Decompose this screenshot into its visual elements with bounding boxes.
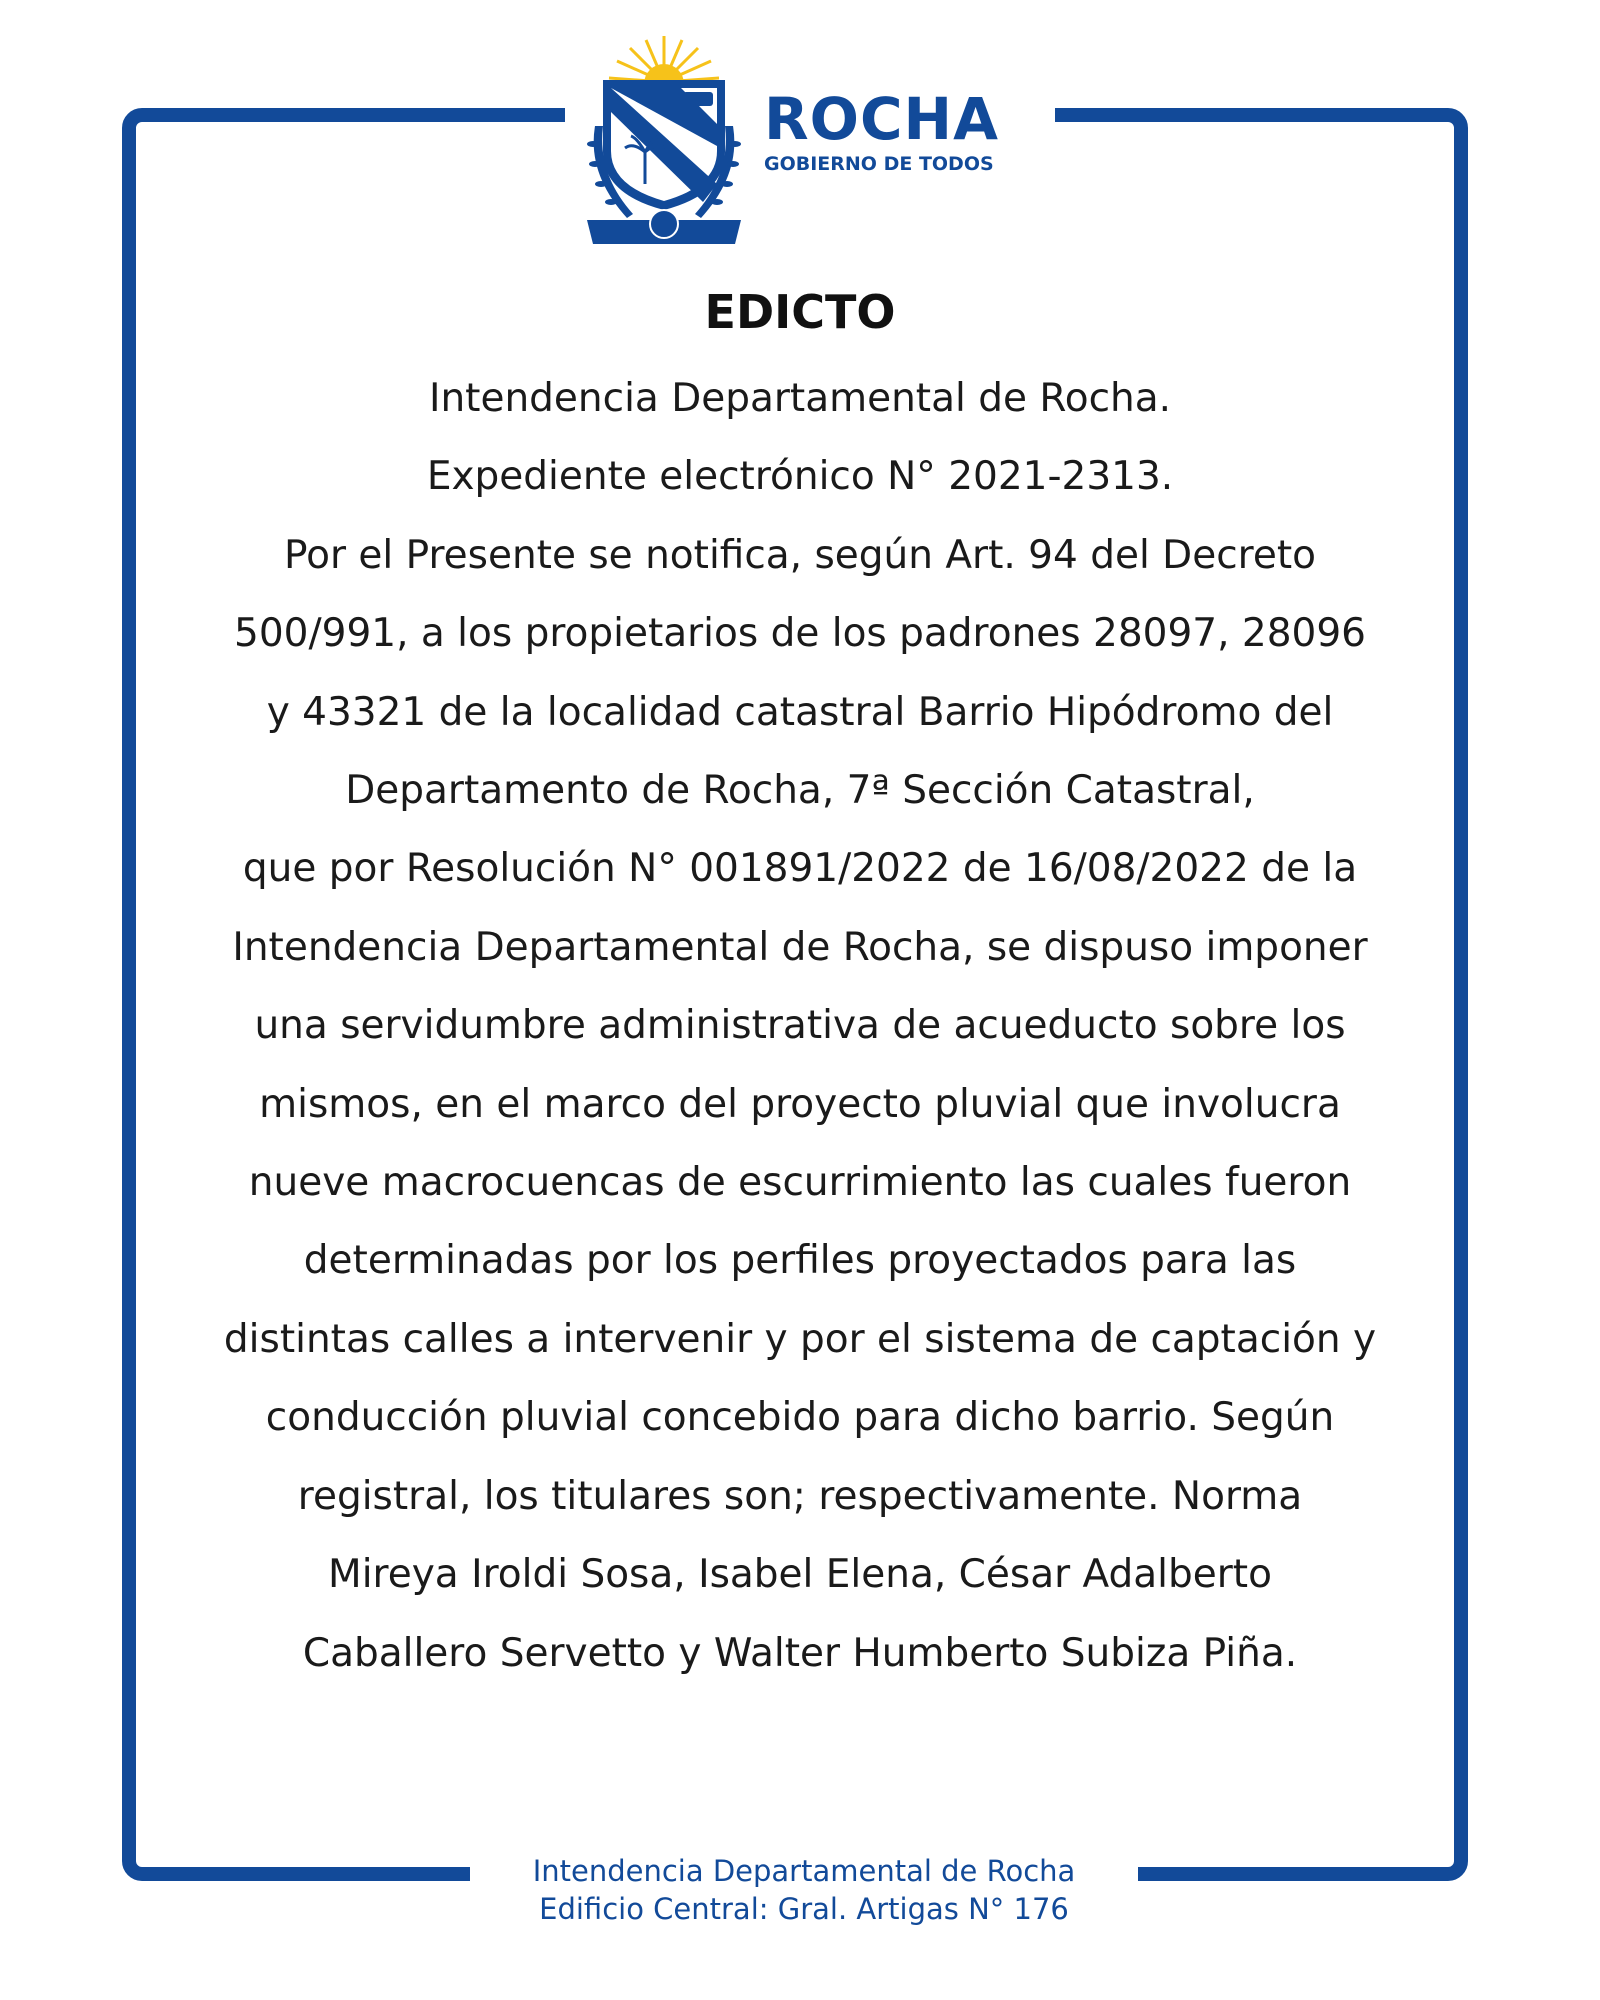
body-line: que por Resolución N° 001891/2022 de 16/08/2022 de la — [242, 846, 1358, 892]
body-line: Expediente electrónico N° 2021-2313. — [426, 454, 1174, 500]
body-line: mismos, en el marco del proyecto pluvial que involucra — [259, 1081, 1341, 1127]
body-line: y 43321 de la localidad catastral Barrio Hipódromo del — [266, 689, 1334, 735]
body-line: Caballero Servetto y Walter Humberto Subiza Piña. — [302, 1630, 1298, 1676]
body-line: Departamento de Rocha, 7ª Sección Catastral, — [345, 768, 1255, 814]
body-line: Intendencia Departamental de Rocha. — [428, 376, 1172, 421]
shield-icon — [603, 80, 725, 210]
body-line: Intendencia Departamental de Rocha, se dispuso imponer — [232, 924, 1368, 970]
footer-line-1: Intendencia Departamental de Rocha — [532, 1854, 1076, 1888]
rocha-coat-of-arms-logo — [583, 34, 745, 254]
body-line: una servidumbre administrativa de acueducto sobre los — [254, 1003, 1346, 1049]
body-line: conducción pluvial concebido para dicho barrio. Según — [265, 1395, 1335, 1441]
brand-name: ROCHA — [764, 85, 999, 153]
footer — [470, 1852, 1138, 1928]
body-line: 500/991, a los propietarios de los padrones 28097, 28096 — [234, 611, 1366, 657]
ribbon-icon — [587, 210, 741, 244]
body-line: Por el Presente se notifica, según Art. 94 del Decreto — [284, 532, 1316, 578]
body-line: registral, los titulares son; respectivamente. Norma — [297, 1473, 1303, 1519]
brand-tagline: GOBIERNO DE TODOS — [764, 153, 994, 175]
edict-body — [150, 360, 1450, 1693]
body-line: Mireya Iroldi Sosa, Isabel Elena, César Adalberto — [328, 1552, 1272, 1598]
brand-block — [764, 85, 999, 176]
document-title: EDICTO — [704, 285, 896, 339]
body-line: nueve macrocuencas de escurrimiento las cuales fueron — [248, 1160, 1352, 1206]
body-line: determinadas por los perfiles proyectados para las — [303, 1238, 1297, 1284]
footer-line-2: Edificio Central: Gral. Artigas N° 176 — [539, 1892, 1069, 1926]
body-line: distintas calles a intervenir y por el sistema de captación y — [223, 1316, 1377, 1362]
